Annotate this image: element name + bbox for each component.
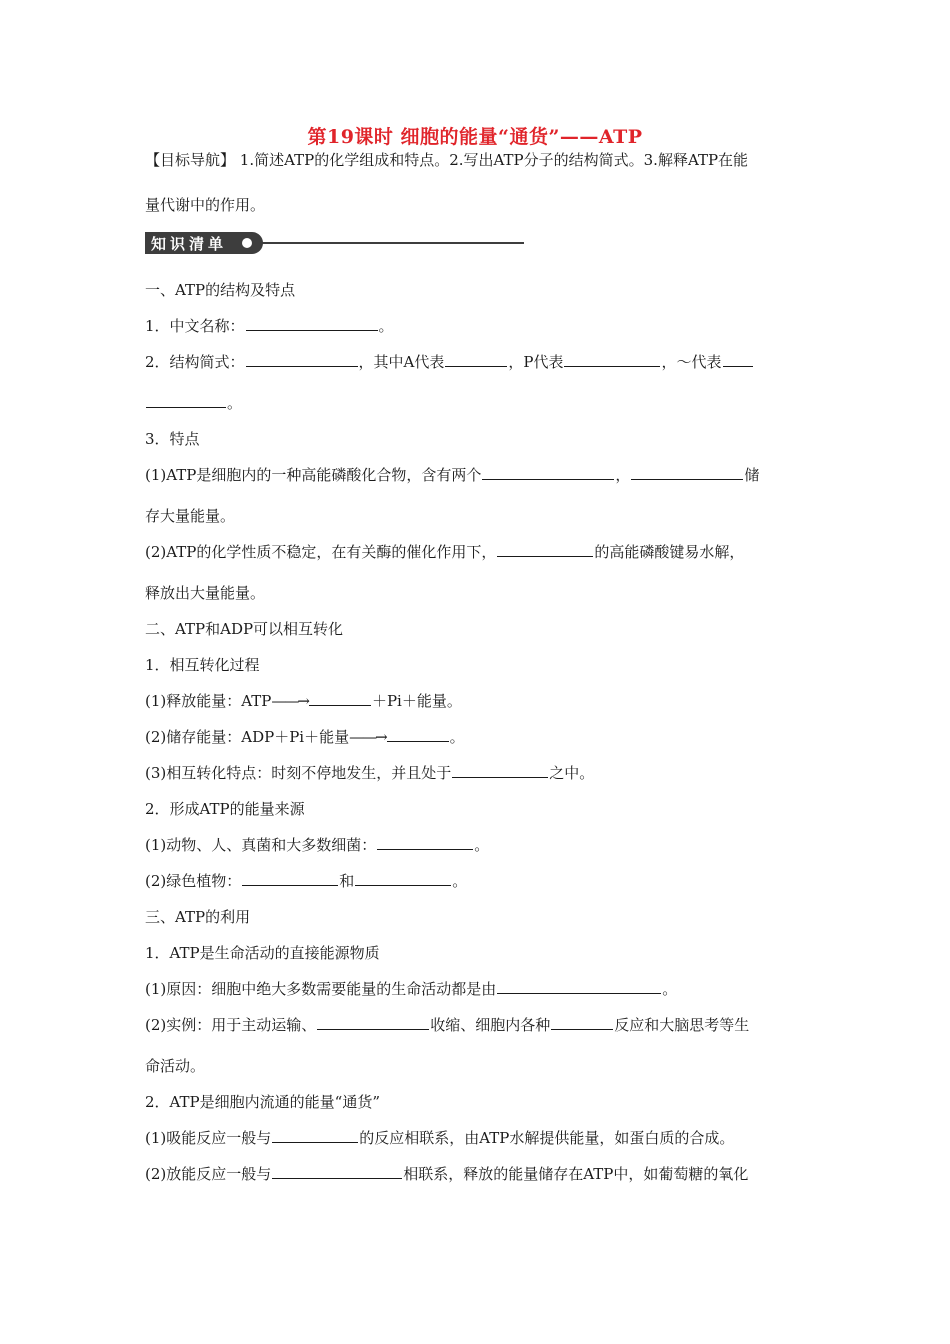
s3-line-7 bbox=[145, 1164, 748, 1184]
goal-line-1 bbox=[145, 150, 748, 170]
s1-line-5: 存大量能量。 bbox=[145, 507, 236, 525]
text: 的反应相联系，由ATP水解提供能量，如蛋白质的合成。 bbox=[359, 1129, 735, 1147]
text: 的高能磷酸键易水解， bbox=[594, 543, 745, 561]
section-3-heading: 三、ATP的利用 bbox=[145, 908, 251, 926]
text: 收缩、细胞内各种 bbox=[430, 1016, 551, 1034]
answer-blank[interactable] bbox=[242, 871, 338, 886]
answer-blank[interactable] bbox=[482, 465, 614, 480]
text: 。 bbox=[378, 317, 394, 335]
answer-blank[interactable] bbox=[272, 1164, 402, 1179]
answer-blank[interactable] bbox=[564, 352, 660, 367]
s1-line-2b bbox=[145, 393, 242, 413]
text: (2)实例：用于主动运输、 bbox=[145, 1016, 317, 1034]
text: 。 bbox=[474, 836, 490, 854]
answer-blank[interactable] bbox=[723, 352, 753, 367]
s1-line-6 bbox=[145, 542, 744, 562]
answer-blank[interactable] bbox=[317, 1015, 429, 1030]
s1-line-7: 释放出大量能量。 bbox=[145, 584, 266, 602]
s3-line-1: 1．ATP是生命活动的直接能源物质 bbox=[145, 944, 380, 962]
answer-blank[interactable] bbox=[452, 763, 548, 778]
text: (2)储存能量：ADP＋Pi＋能量 bbox=[145, 728, 350, 746]
s2-line-7 bbox=[145, 871, 467, 891]
text: ＋Pi＋能量。 bbox=[371, 692, 462, 710]
goal-text: 1.简述ATP的化学组成和特点。2.写出ATP分子的结构简式。3.解释ATP在能 bbox=[235, 151, 749, 169]
bullet-icon bbox=[242, 238, 252, 248]
text: 相联系，释放的能量储存在ATP中，如葡萄糖的氧化 bbox=[403, 1165, 749, 1183]
answer-blank[interactable] bbox=[445, 352, 507, 367]
goal-label: 【目标导航】 bbox=[145, 151, 236, 169]
text: 。 bbox=[449, 728, 465, 746]
text: (1)吸能反应一般与 bbox=[145, 1129, 272, 1147]
s2-line-2 bbox=[145, 691, 462, 711]
answer-blank[interactable] bbox=[309, 691, 371, 706]
text: 。 bbox=[227, 394, 243, 412]
s3-line-4: 命活动。 bbox=[145, 1057, 206, 1075]
answer-blank[interactable] bbox=[246, 316, 378, 331]
answer-blank[interactable] bbox=[387, 727, 449, 742]
text: 和 bbox=[339, 872, 355, 890]
text: 1．中文名称： bbox=[145, 317, 245, 335]
answer-blank[interactable] bbox=[377, 835, 473, 850]
text: 反应和大脑思考等生 bbox=[614, 1016, 750, 1034]
text: (1)释放能量：ATP bbox=[145, 692, 272, 710]
s1-line-4 bbox=[145, 465, 759, 485]
s3-line-2 bbox=[145, 979, 677, 999]
section-2-heading: 二、ATP和ADP可以相互转化 bbox=[145, 620, 344, 638]
answer-blank[interactable] bbox=[246, 352, 358, 367]
banner-rule bbox=[262, 242, 524, 244]
text: (3)相互转化特点：时刻不停地发生，并且处于 bbox=[145, 764, 452, 782]
s2-line-3 bbox=[145, 727, 465, 747]
s3-line-5: 2．ATP是细胞内流通的能量“通货” bbox=[145, 1093, 380, 1111]
text: (2)ATP的化学性质不稳定，在有关酶的催化作用下， bbox=[145, 543, 497, 561]
answer-blank[interactable] bbox=[146, 393, 226, 408]
s3-line-3 bbox=[145, 1015, 749, 1035]
page-title: 第19课时 细胞的能量“通货”——ATP bbox=[307, 126, 643, 148]
answer-blank[interactable] bbox=[631, 465, 743, 480]
s2-line-6 bbox=[145, 835, 489, 855]
text: (1)ATP是细胞内的一种高能磷酸化合物，含有两个 bbox=[145, 466, 482, 484]
answer-blank[interactable] bbox=[497, 979, 661, 994]
answer-blank[interactable] bbox=[497, 542, 593, 557]
knowledge-banner bbox=[145, 232, 263, 254]
s2-line-1: 1．相互转化过程 bbox=[145, 656, 260, 674]
answer-blank[interactable] bbox=[272, 1128, 358, 1143]
banner-label: 知识清单 bbox=[151, 235, 228, 253]
text: ，P代表 bbox=[508, 353, 564, 371]
text: 2．结构简式： bbox=[145, 353, 245, 371]
s3-line-6 bbox=[145, 1128, 734, 1148]
text: 。 bbox=[662, 980, 678, 998]
text: ，～代表 bbox=[661, 353, 722, 371]
arrow-icon: ——→ bbox=[349, 728, 386, 746]
text: ，其中A代表 bbox=[358, 353, 445, 371]
s1-line-1 bbox=[145, 316, 394, 336]
s2-line-5: 2．形成ATP的能量来源 bbox=[145, 800, 305, 818]
answer-blank[interactable] bbox=[355, 871, 451, 886]
text: (1)动物、人、真菌和大多数细菌： bbox=[145, 836, 377, 854]
text: 。 bbox=[452, 872, 468, 890]
s1-line-3: 3．特点 bbox=[145, 430, 200, 448]
goal-line-2: 量代谢中的作用。 bbox=[145, 196, 266, 214]
text: ， bbox=[615, 466, 631, 484]
text: (2)绿色植物： bbox=[145, 872, 242, 890]
text: (2)放能反应一般与 bbox=[145, 1165, 272, 1183]
arrow-icon: ——→ bbox=[271, 692, 308, 710]
text: 之中。 bbox=[549, 764, 595, 782]
text: (1)原因：细胞中绝大多数需要能量的生命活动都是由 bbox=[145, 980, 497, 998]
text: 储 bbox=[744, 466, 760, 484]
answer-blank[interactable] bbox=[551, 1015, 613, 1030]
section-1-heading: 一、ATP的结构及特点 bbox=[145, 281, 296, 299]
s1-line-2 bbox=[145, 352, 754, 372]
s2-line-4 bbox=[145, 763, 594, 783]
